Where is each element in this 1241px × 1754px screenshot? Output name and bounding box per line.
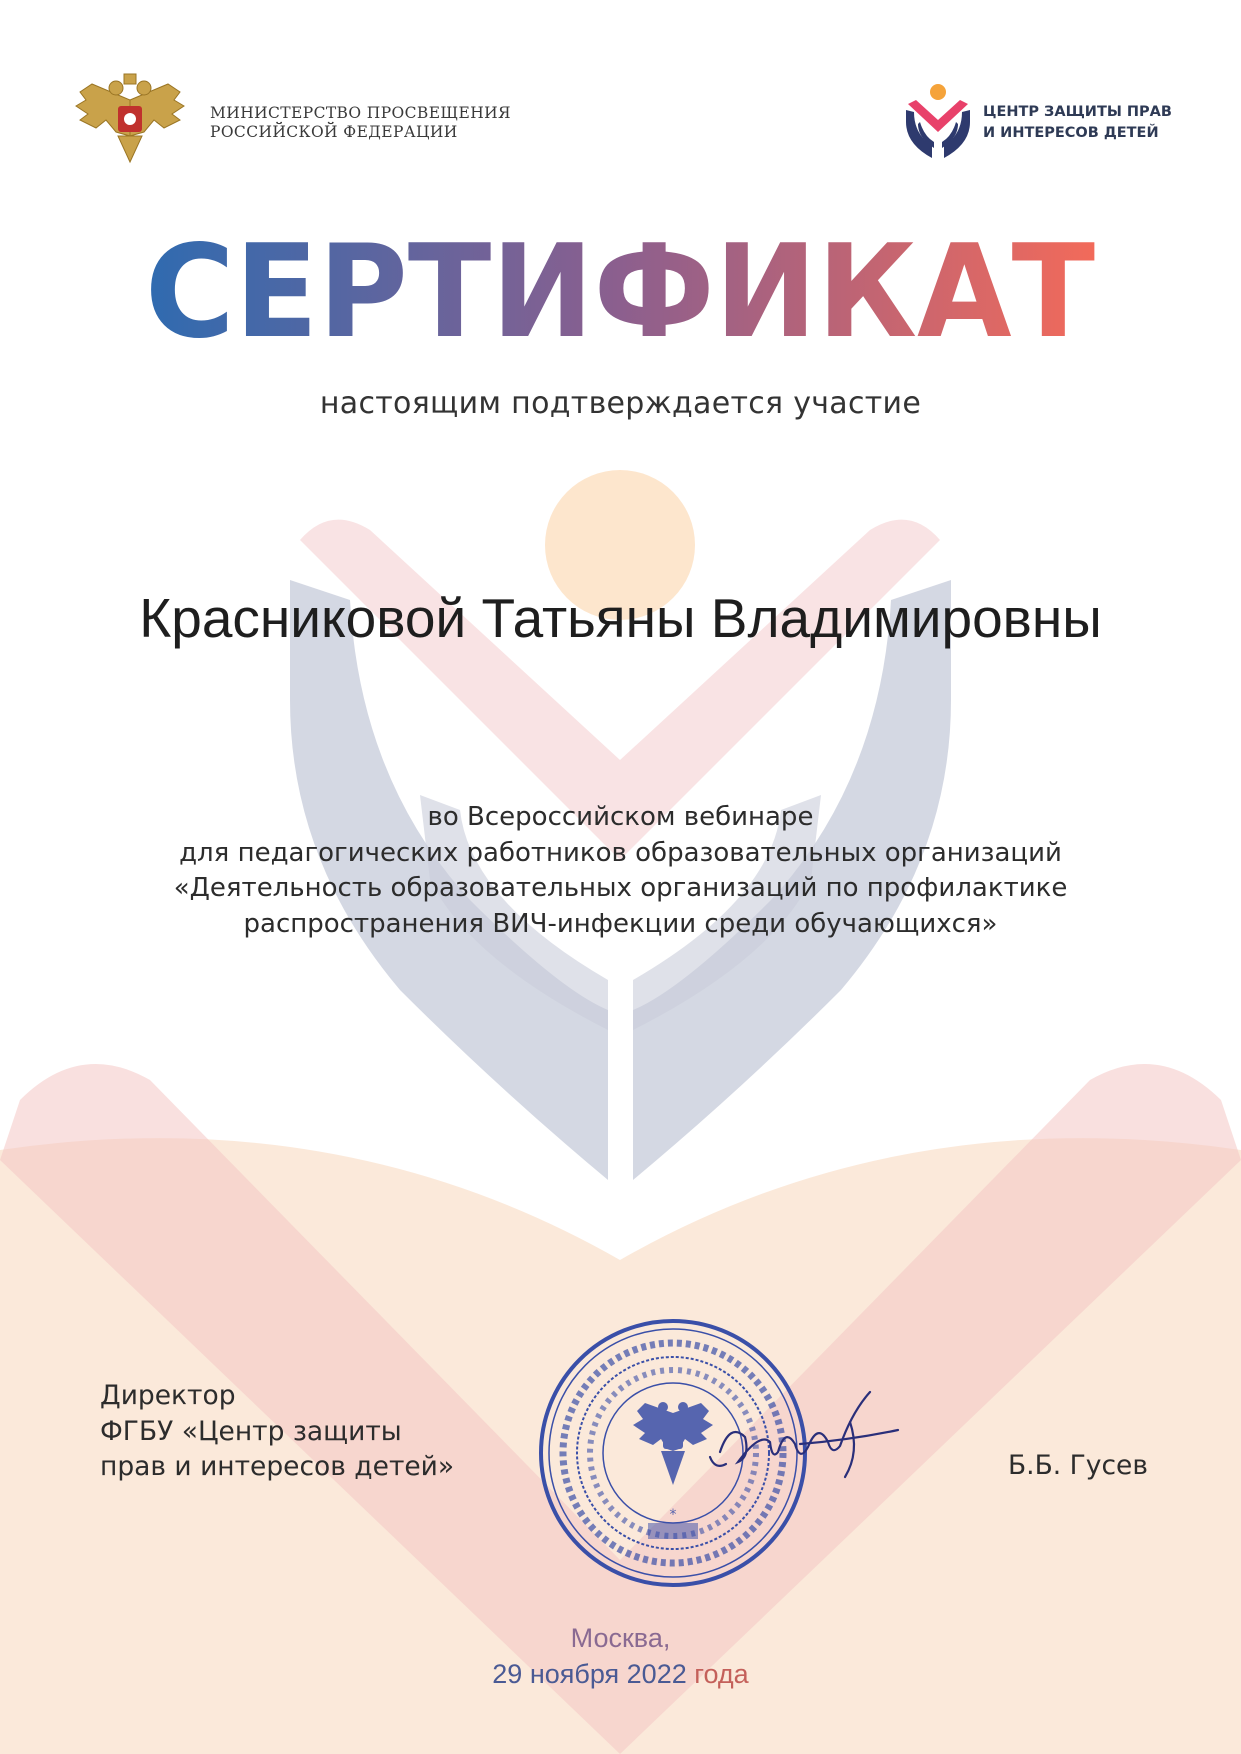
event-line: «Деятельность образовательных организаций по профилактике [173, 873, 1068, 903]
event-line: во Всероссийском вебинаре [427, 802, 814, 832]
handwritten-signature-icon [700, 1382, 900, 1512]
signer-position-line: ФГБУ «Центр защиты [100, 1415, 402, 1447]
event-line: для педагогических работников образовательных организаций [179, 837, 1062, 868]
svg-text:СЕРТИФИКАТ: СЕРТИФИКАТ [145, 218, 1095, 358]
svg-text:*: * [669, 1507, 677, 1523]
signer-position-line: прав и интересов детей» [100, 1451, 455, 1482]
center-logo-icon [902, 82, 974, 160]
date [0, 1656, 1241, 1692]
ministry-emblem-icon [72, 70, 188, 166]
signer-name: Б.Б. Гусев [1008, 1450, 1148, 1481]
center-name: ЦЕНТР ЗАЩИТЫ ПРАВ И ИНТЕРЕСОВ ДЕТЕЙ [983, 104, 1172, 141]
ministry-name: МИНИСТЕРСТВО ПРОСВЕЩЕНИЯ РОССИЙСКОЙ ФЕДЕРАЦИИ [210, 104, 511, 141]
event-description [80, 800, 1161, 942]
event-line: распространения ВИЧ-инфекции среди обучающихся» [243, 908, 998, 939]
signer-position-line: Директор [100, 1380, 236, 1411]
date-value: 29 ноября 2022 [492, 1659, 687, 1689]
date-suffix: года [694, 1659, 749, 1689]
city: Москва, [570, 1623, 671, 1653]
subtitle: настоящим подтверждается участие [319, 386, 922, 421]
place-and-date [0, 1620, 1241, 1692]
signer-position [100, 1378, 520, 1485]
certificate-title [0, 218, 1241, 358]
recipient-name: Красниковой Татьяны Владимировны [139, 587, 1102, 649]
